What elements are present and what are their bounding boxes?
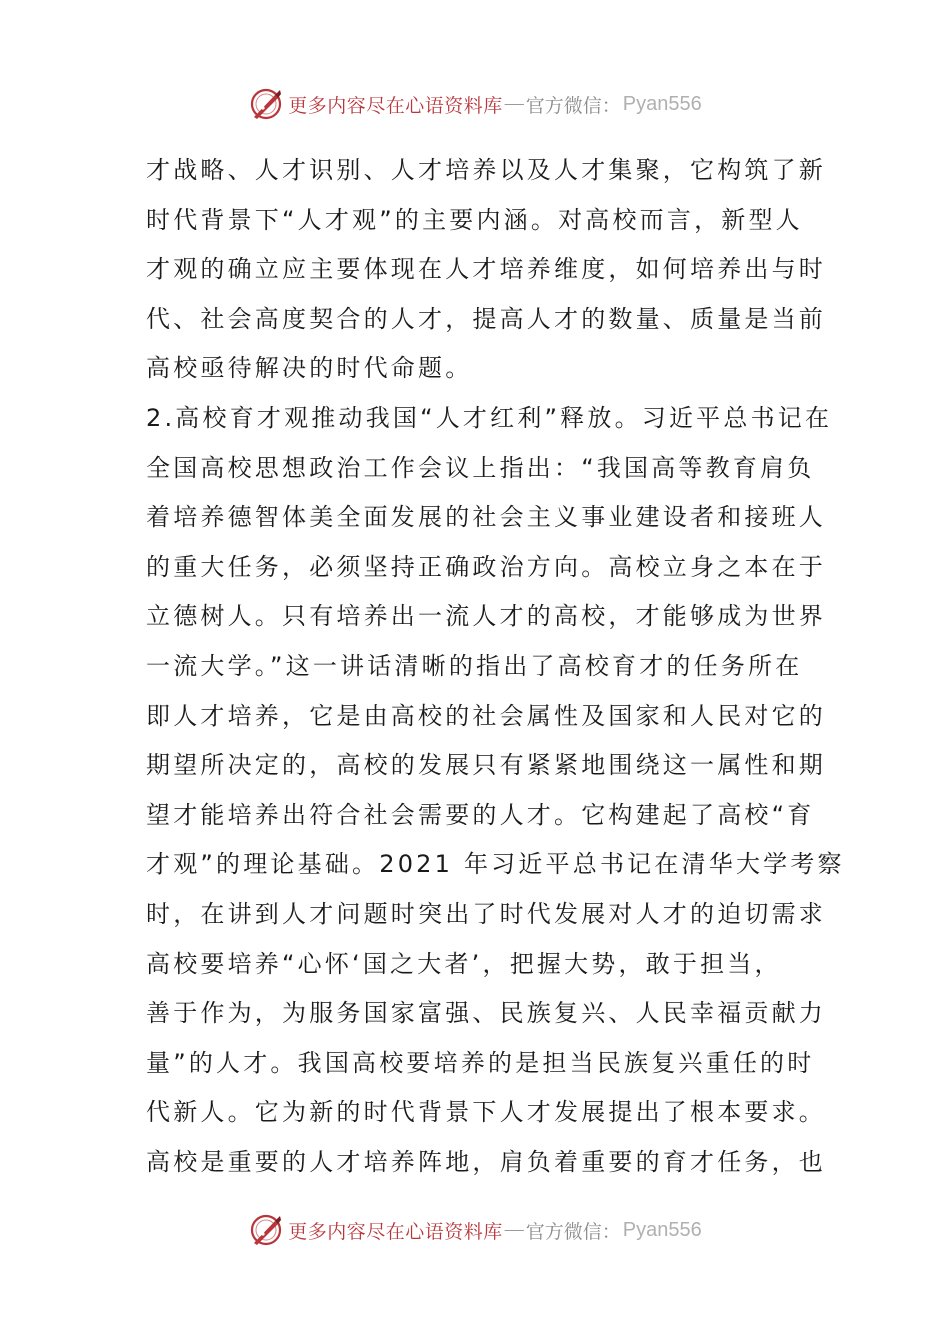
text-line: 望才能培养出符合社会需要的人才。它构建起了高校“育 bbox=[146, 800, 815, 829]
text-line: 着培养德智体美全面发展的社会主义事业建设者和接班人 bbox=[146, 503, 826, 532]
text-line: 的重大任务，必须坚持正确政治方向。高校立身之本在于 bbox=[146, 552, 826, 581]
banner-separator: — bbox=[504, 1219, 524, 1240]
text-line: 代、社会高度契合的人才，提高人才的数量、质量是当前 bbox=[146, 304, 826, 333]
text-line: 才观的确立应主要体现在人才培养维度，如何培养出与时 bbox=[146, 255, 826, 284]
text-line: 一流大学。”这一讲话清晰的指出了高校育才的任务所在 bbox=[146, 651, 803, 680]
text-line: 高校亟待解决的时代命题。 bbox=[146, 354, 473, 383]
text-line: 2.高校育才观推动我国“人才红利”释放。习近平总书记在 bbox=[146, 403, 833, 432]
text-line: 才战略、人才识别、人才培养以及人才集聚，它构筑了新 bbox=[146, 156, 826, 184]
text-line: 即人才培养，它是由高校的社会属性及国家和人民对它的 bbox=[146, 701, 826, 730]
pen-logo-icon bbox=[248, 86, 284, 122]
header-banner bbox=[0, 84, 950, 124]
banner-wechat-label: 官方微信： bbox=[525, 94, 621, 117]
banner-ad-text: 更多内容尽在心语资料库 bbox=[288, 1220, 503, 1243]
text-line: 时代背景下“人才观”的主要内涵。对高校而言，新型人 bbox=[146, 205, 803, 234]
text-line: 立德树人。只有培养出一流人才的高校，才能够成为世界 bbox=[146, 602, 826, 631]
footer-banner bbox=[0, 1210, 950, 1250]
banner-separator: — bbox=[504, 93, 524, 114]
text-line: 量”的人才。我国高校要培养的是担当民族复兴重任的时 bbox=[146, 1048, 815, 1077]
text-line: 代新人。它为新的时代背景下人才发展提出了根本要求。 bbox=[146, 1098, 826, 1127]
text-line: 期望所决定的，高校的发展只有紧紧地围绕这一属性和期 bbox=[146, 751, 826, 780]
banner-wechat-id: Pyan556 bbox=[622, 1218, 702, 1241]
pen-logo-icon bbox=[248, 1212, 284, 1248]
text-line: 善于作为，为服务国家富强、民族复兴、人民幸福贡献力 bbox=[146, 999, 826, 1028]
text-line: 高校是重要的人才培养阵地，肩负着重要的育才任务，也 bbox=[146, 1147, 826, 1176]
banner-ad-text: 更多内容尽在心语资料库 bbox=[288, 94, 503, 117]
text-line: 全国高校思想政治工作会议上指出：“我国高等教育肩负 bbox=[146, 453, 815, 482]
text-line: 时，在讲到人才问题时突出了时代发展对人才的迫切需求 bbox=[146, 899, 826, 928]
text-line: 高校要培养“心怀‘国之大者’，把握大势，敢于担当， bbox=[146, 949, 782, 978]
banner-wechat-label: 官方微信： bbox=[525, 1220, 621, 1243]
document-body bbox=[146, 146, 845, 1187]
text-line: 才观”的理论基础。2021 年习近平总书记在清华大学考察 bbox=[146, 850, 845, 879]
banner-wechat-id: Pyan556 bbox=[622, 92, 702, 115]
